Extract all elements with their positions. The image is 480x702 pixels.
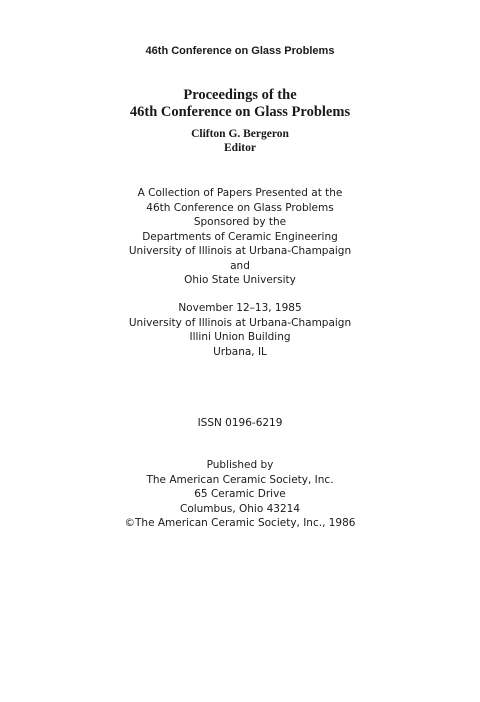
publisher-name: The American Ceramic Society, Inc. (146, 473, 334, 486)
collection-line: 46th Conference on Glass Problems (146, 201, 334, 214)
collection-line: A Collection of Papers Presented at the (137, 187, 343, 199)
event-institution: University of Illinois at Urbana-Champaign (128, 316, 352, 329)
title-line: 46th Conference on Glass Problems (129, 104, 351, 120)
running-head: 46th Conference on Glass Problems (145, 45, 335, 57)
proceedings-title (0, 87, 480, 121)
collection-line: Ohio State University (184, 274, 296, 286)
collection-line: Sponsored by the (193, 216, 287, 228)
editor-block (0, 127, 480, 155)
publisher-block (0, 458, 480, 531)
collection-statement (0, 186, 480, 288)
editor-name: Clifton G. Bergeron (191, 128, 289, 140)
published-by: Published by (206, 459, 274, 471)
copyright-line: ©The American Ceramic Society, Inc., 1986 (124, 517, 356, 529)
collection-line: Departments of Ceramic Engineering (142, 230, 338, 243)
event-venue: Illini Union Building (189, 331, 291, 343)
editor-role: Editor (224, 142, 256, 154)
collection-line: and (230, 259, 250, 272)
issn: ISSN 0196-6219 (197, 417, 283, 429)
event-details (0, 301, 480, 359)
publisher-city: Columbus, Ohio 43214 (179, 502, 301, 515)
publisher-street: 65 Ceramic Drive (194, 488, 286, 500)
title-line: Proceedings of the (183, 87, 297, 103)
event-date: November 12–13, 1985 (178, 302, 302, 314)
event-city: Urbana, IL (213, 345, 267, 358)
collection-line: University of Illinois at Urbana-Champaign (128, 245, 352, 257)
